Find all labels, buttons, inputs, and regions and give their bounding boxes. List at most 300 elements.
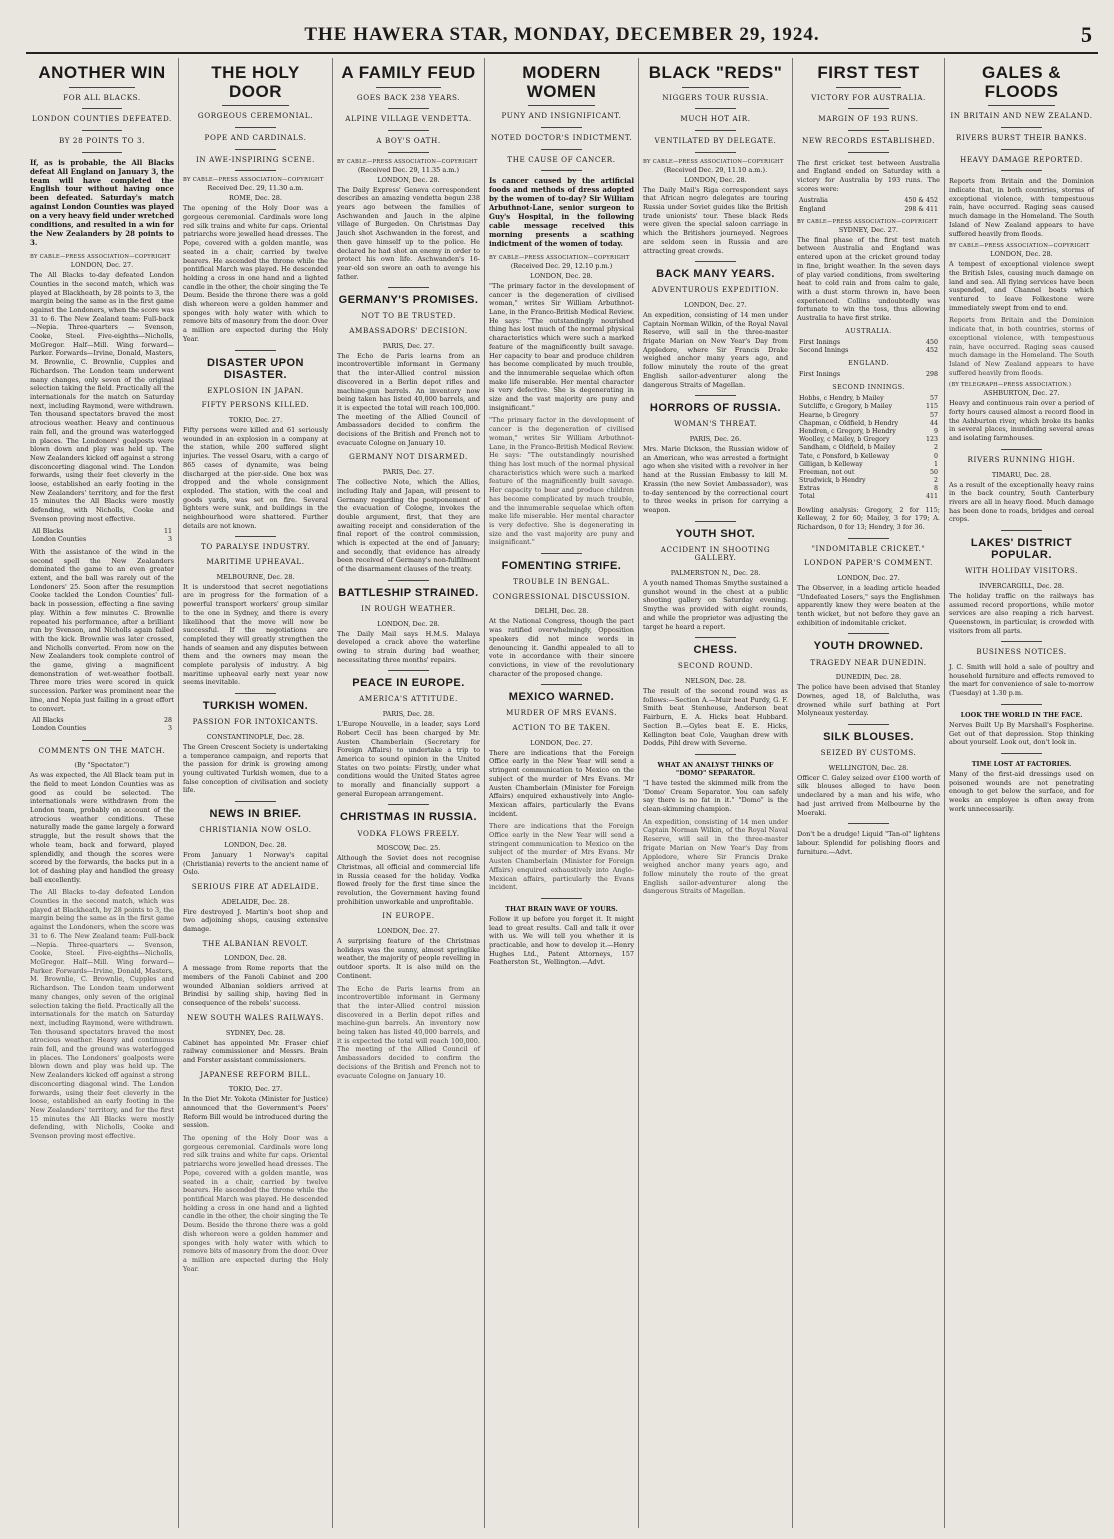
article-body: The All Blacks to-day defeated London Counties in the second match, which was played at Blackheath, by 28 points to 3, the margin being the same as in the first game against the Londoners, when the score was 31 to 6. The New Zealand team: Full-back—Nepia. Three-quarters — Svenson, Cooke, Steel. Five-eighths—Nicholls, McGregor. Half—Mill. Wing forward—Parker. Forwards—Irvine, Donald, Masters, M. Brownlie, C. Brownlie, Cupples and Richardson. The London team underwent many changes, only seven of the original selection taking the field. Practically all the internationals for the match on Saturday next, including Raymond, were withdrawn. Ten thousand spectators braved the most atrocious weather. Heavy and continuous rain fell, and the ground was waterlogged in places. The Londoners' goalposts were blown down and play was held up. The New Zealanders kicked off against a strong disconcerting diagonal wind. The London forwards, using their feet cleverly in the loose, established an early footing in the New Zealanders' territory, and for the first 15 minutes the All Blacks were mostly defending, with Nicholls, Cooke and Svenson proving most effective. — [30, 271, 174, 523]
batsman: Gilligan, b Kelleway — [799, 460, 863, 468]
batting-scorecard — [797, 395, 940, 501]
subheading: FIFTY PERSONS KILLED. — [201, 400, 310, 410]
dateline: PARIS, Dec. 28. — [382, 710, 435, 719]
subheading: ACCIDENT IN SHOOTING GALLERY. — [660, 544, 771, 563]
divider — [235, 127, 276, 128]
subheading: JAPANESE REFORM BILL. — [200, 1069, 311, 1079]
subheading: SEIZED BY CUSTOMS. — [820, 748, 917, 758]
article-body: The police have been advised that Stanley Downes, aged 18, of Balclutha, was drowned while surf bathing at Port Molyneaux yesterday. — [797, 683, 940, 718]
article-body: A surprising feature of the Christmas holidays was the sunny, almost springlike weather, the majority of people revelling in outdoor sports. It is also mild on the Continent. — [337, 937, 480, 980]
advert-body: Many of the first-aid dressings used on poisoned wounds are not penetrating enough to get below the surface, and for weeks an employee is often away from work unnecessarily. — [949, 769, 1094, 813]
article-heading: BACK MANY YEARS. — [656, 268, 775, 281]
article-body: A message from Rome reports that the members of the Fanoli Cabinet and 200 wounded Albanian soldiers arrived at Brindisi by sailing ship, having fled in consequence of the rebels' success. — [183, 964, 328, 1008]
divider — [695, 754, 736, 755]
wire-credit: (BY TELEGRAPH—PRESS ASSOCIATION.) — [949, 382, 1072, 389]
dateline: PARIS, Dec. 26. — [689, 435, 742, 444]
divider — [69, 87, 135, 88]
subheading: IN BRITAIN AND NEW ZEALAND. — [950, 111, 1093, 121]
subheading: TO PARALYSE INDUSTRY. — [200, 542, 310, 552]
wire-credit: BY CABLE—PRESS ASSOCIATION—COPYRIGHT — [337, 158, 478, 165]
dateline: MOSCOW, Dec. 25. — [376, 844, 441, 853]
dateline: LONDON, Dec. 27. — [377, 927, 440, 936]
article-body: Cabinet has appointed Mr. Fraser chief railway commissioner and Messrs. Brain and Forster assistant commissioners. — [183, 1038, 328, 1064]
divider — [1001, 530, 1042, 531]
article-body: The Daily Mail's Riga correspondent says that African negro delegates are touring Russia under Soviet guides like the British trade unionists' tour. These black Reds were given the special saloon carriage in which the Britishers journeyed. Negroes are seldom seen in Russia and are attracting great crowds. — [643, 185, 788, 255]
masthead-title: THE HAWERA STAR, MONDAY, DECEMBER 29, 1924. — [304, 24, 820, 45]
byline: (By "Spectator.") — [74, 761, 130, 770]
column-3 — [332, 58, 484, 1528]
batting-row — [797, 453, 940, 461]
article-body: In the Diet Mr. Yokota (Minister for Justice) announced that the Government's Peers' Reform Bill would be introduced during the session. — [183, 1095, 328, 1130]
dateline: LONDON, Dec. 27. — [70, 261, 134, 270]
divider — [1001, 127, 1042, 128]
article-body: J. C. Smith will hold a sale of poultry and household furniture and effects removed to the mart for convenience of sale to-morrow (Tuesday) at 1.30 p.m. — [949, 663, 1094, 698]
divider — [222, 105, 289, 106]
article-heading: BLACK "REDS" — [648, 63, 783, 82]
dateline: LONDON, Dec. 28. — [530, 271, 593, 280]
subheading: NOT TO BE TRUSTED. — [361, 311, 456, 321]
england-first-innings — [797, 371, 940, 379]
dateline: LONDON, Dec. 27. — [684, 300, 747, 309]
batsman-runs: 1 — [933, 460, 938, 468]
innings-runs: 450 — [925, 338, 938, 346]
subheading: MURDER OF MRS EVANS. — [505, 708, 618, 718]
batsman-runs: 2 — [933, 477, 938, 485]
divider — [388, 670, 428, 671]
divider — [1001, 704, 1042, 705]
divider — [541, 553, 582, 554]
article-heading: BATTLESHIP STRAINED. — [338, 586, 479, 599]
subheading: NIGGERS TOUR RUSSIA. — [662, 92, 769, 102]
team-name: All Blacks — [32, 717, 64, 725]
batsman: Strudwick, b Hendry — [799, 477, 866, 485]
batting-row — [797, 444, 940, 452]
subheading: WOMAN'S THREAT. — [674, 419, 757, 429]
divider — [388, 580, 428, 581]
batting-row — [797, 485, 940, 493]
team-name: London Counties — [32, 725, 87, 733]
innings-label: SECOND INNINGS. — [832, 383, 905, 392]
total-label: Total — [799, 493, 815, 501]
divider — [1001, 753, 1042, 754]
australia-innings — [797, 339, 940, 355]
subheading: PUNY AND INSIGNIFICANT. — [501, 111, 622, 121]
dateline: MELBOURNE, Dec. 28. — [216, 572, 295, 581]
article-body: With the assistance of the wind in the second spell the New Zealanders dominated the game to an even greater extent, and the ball was rarely out of the Londoners' 25. Soon after the resumption Cooke tackled the London Counties' full-back in possession, effecting a fine saving play. Within a few minutes C. Brownlie repeated his performance, after a brilliant run by Svenson, and Nicholls again failed with the kick. Brownlie was later crossed, and Nicholls converted. From now on the New Zealanders took complete control of the game, giving a magnificent demonstration of wet-weather football. Three more tries were scored in quick succession. Parker was prominent near the line, and Nepia just failing in a great effort to convert. — [30, 547, 174, 713]
divider — [541, 149, 582, 150]
subheading: ALPINE VILLAGE VENDETTA. — [345, 114, 472, 124]
column-5 — [638, 58, 792, 1528]
dateline: PARIS, Dec. 27. — [382, 341, 435, 350]
dateline: TIMARU, Dec. 28. — [991, 470, 1052, 479]
dateline: TOKIO, Dec. 27. — [228, 416, 283, 425]
divider — [528, 105, 595, 106]
dateline: SYDNEY, Dec. 27. — [838, 225, 899, 234]
subheading: ACTION TO BE TAKEN. — [512, 723, 611, 733]
team-score: 298 & 411 — [904, 205, 938, 213]
total-runs: 411 — [925, 493, 938, 501]
advert-heading: LOOK THE WORLD IN THE FACE. — [960, 710, 1083, 719]
article-body: The final phase of the first test match between Australia and England was entered upon at the cricket ground today in fine, bright weather. In the seven days of play varied conditions, from sweltering heat to cold rain and from calm to gale, with a dust storm thrown in, have been experienced. Collins undoubtedly was fortunate to win the toss, thus allowing Australia to have first strike. — [797, 235, 940, 323]
batsman-runs: 44 — [929, 419, 938, 427]
batsman: Tate, c Ponsford, b Kelleway — [799, 452, 890, 460]
batsman-runs: 9 — [933, 428, 938, 435]
divider — [235, 536, 276, 537]
innings-row — [797, 339, 940, 347]
divider — [695, 637, 736, 638]
divider — [695, 130, 736, 131]
divider — [82, 740, 122, 741]
dateline: LONDON, Dec. 27. — [837, 573, 900, 582]
article-body: Although the Soviet does not recognise Christmas, all official and commercial life in Russia ceased for the holiday. Vodka flowed freely for the first time since the revolution, the Government having found prohibition unworkable and unprofitable. — [337, 854, 480, 906]
article-heading: FIRST TEST — [817, 63, 920, 82]
subheading: WITH HOLIDAY VISITORS. — [964, 566, 1079, 576]
divider — [541, 170, 582, 171]
dateline: LONDON, Dec. 28. — [377, 175, 440, 184]
divider — [1001, 170, 1042, 171]
article-body: The Daily Express' Geneva correspondent describes an amazing vendetta begun 238 years ago between the families of Aschwanden and Jauch in the alpine village of Burgeden. On Christmas Day Jauch shot Aschwanden in the forest, and then gave himself up to the police. He declared he had shot an enemy in order to protect his own life. Aschwanden's 16-year-old son swore an oath to avenge his father. — [337, 185, 480, 281]
article-heading: MODERN WOMEN — [522, 63, 601, 101]
divider — [682, 87, 749, 88]
subheading: MUCH HOT AIR. — [680, 114, 751, 124]
batsman: Woolley, c Mailey, b Gregory — [799, 436, 890, 444]
subheading: CHRISTIANIA NOW OSLO. — [199, 825, 312, 835]
divider — [388, 108, 428, 109]
article-body: Reports from Britain and the Dominion indicate that, in both countries, storms of exceptional violence, with tempestuous rain, have occurred. Raging seas caused much damage in the Homeland. The South Island of New Zealand appears to have suffered heavily from floods. — [949, 177, 1094, 238]
subheading: CONGRESSIONAL DISCUSSION. — [492, 591, 631, 601]
subheading: GORGEOUS CEREMONIAL. — [197, 111, 314, 121]
summary-row — [797, 206, 940, 214]
subheading: BY 28 POINTS TO 3. — [58, 135, 146, 145]
dateline: CONSTANTINOPLE, Dec. 28. — [206, 732, 305, 741]
dateline: LONDON, Dec. 28. — [224, 840, 287, 849]
wire-credit: BY CABLE—PRESS ASSOCIATION—COPYRIGHT — [30, 254, 171, 261]
subheading: ADVENTUROUS EXPEDITION. — [651, 285, 780, 295]
article-body: Officer C. Galey seized over £100 worth of silk blouses alleged to have been undeclared by a man and his wife, who had just arrived from Melbourne by the Moeraki. — [797, 773, 940, 817]
subheading: PASSION FOR INTOXICANTS. — [192, 717, 319, 727]
batsman-runs: 0 — [933, 452, 938, 460]
batting-row — [797, 469, 940, 477]
dateline: NELSON, Dec. 28. — [684, 676, 747, 685]
subheading: RIVERS BURST THEIR BANKS. — [956, 133, 1087, 143]
divider — [1001, 641, 1042, 642]
batsman: Freeman, not out — [799, 468, 855, 476]
article-body: The Green Crescent Society is undertaking a temperance campaign, and reports that the passion for drink is growing among young cultivated Turkish women, due to a false conception of civilisation and society life. — [183, 742, 328, 795]
batting-row — [797, 403, 940, 411]
advert-body: Don't be a drudge! Liquid "Tan-ol" lightens labour. Splendid for polishing floors and furniture.—Advt. — [797, 830, 940, 856]
received-time: (Received Dec. 29, 11.35 a.m.) — [357, 165, 460, 174]
advert-heading: TIME LOST AT FACTORIES. — [971, 759, 1072, 768]
article-heading: FOMENTING STRIFE. — [501, 560, 622, 573]
divider — [848, 108, 888, 109]
subheading: LONDON PAPER'S COMMENT. — [804, 558, 933, 568]
divider — [541, 127, 582, 128]
subheading: BUSINESS NOTICES. — [976, 647, 1067, 657]
divider — [848, 130, 888, 131]
subheading: IN AWE-INSPIRING SCENE. — [195, 154, 316, 164]
batsman-runs: 2 — [933, 444, 938, 452]
dateline: TOKIO, Dec. 27. — [228, 1085, 283, 1094]
article-body: The first cricket test between Australia and England ended on Saturday with a victory for Australia by 193 runs. The scores were: — [797, 158, 940, 193]
page-number: 5 — [1081, 22, 1092, 47]
dateline: LONDON, Dec. 27. — [530, 738, 593, 747]
article-heading: TURKISH WOMEN. — [202, 700, 309, 713]
batsman: Hendren, c Gregory, b Hendry — [799, 428, 896, 435]
advert-body: Follow it up before you forget it. It might lead to great results. Call and talk it over with us. We will tell you whether it is practicable, and how to develop it.—Henry Hughes Ltd., Patent Attorneys, 157 Featherston St., Wellington.—Advt. — [489, 914, 634, 967]
article-body: A tempest of exceptional violence swept the British Isles, causing much damage on land and sea. All flying services have been suspended, and Channel boats which ventured to leave Folkestone were immediately swept from end to end. — [949, 260, 1094, 312]
column-4 — [484, 58, 638, 1528]
wire-credit: BY CABLE—PRESS ASSOCIATION—COPYRIGHT — [643, 158, 784, 165]
divider — [1001, 149, 1042, 150]
batting-row — [797, 412, 940, 420]
masthead — [26, 22, 1098, 54]
innings-row — [797, 347, 940, 355]
advert-body: "I have tested the skimmed milk from the 'Domo' Cream Separator. You can safely say there is no fat in it." "Domo" is the clean-skimming champion. — [643, 778, 788, 814]
wire-credit: BY CABLE—PRESS ASSOCIATION—COPYRIGHT — [183, 177, 324, 184]
dateline: LONDON, Dec. 28. — [377, 619, 440, 628]
innings-label: First Innings — [799, 371, 841, 379]
subheading: EXPLOSION IN JAPAN. — [207, 385, 304, 395]
divider — [988, 105, 1055, 106]
divider — [695, 395, 736, 396]
dateline: LONDON, Dec. 28. — [224, 954, 287, 963]
divider — [376, 87, 442, 88]
divider — [82, 108, 122, 109]
subheading: TRAGEDY NEAR DUNEDIN. — [810, 657, 927, 667]
article-body: The Observer, in a leading article headed "Undefeated Losers," says the Englishmen apparently knew they were beaten at the tenth wicket, but not before they gave an exhibition of indomitable cricket. — [797, 583, 940, 627]
divider — [695, 521, 736, 522]
article-body: Fifty persons were killed and 61 seriously wounded in an explosion in a company at the station, while 200 suffered slight injuries. The vessel Osaru, with a cargo of 865 cases of dynamite, was being discharged at the pier-side. One box was dropped and the whole consignment exploded. The station, with the coal and goods yards, was set on fire. Several lighters were sunk, and buildings in the neighbourhood were shattered. Further details are not known. — [183, 426, 328, 530]
divider — [836, 87, 902, 88]
score-row — [30, 528, 174, 536]
article-body: An expedition, consisting of 14 men under Captain Norman Wilkin, of the Royal Naval Reserve, will sail in the three-master frigate Marian on New Year's Day from Appledore, where Sir Francis Drake weighed anchor many years ago, and follow minutely the route of the great English sailor-adventurer along the dangerous Straits of Magellan. — [643, 310, 788, 389]
article-intro: If, as is probable, the All Blacks defeat All England on January 3, the team will have completed the English tour without having once been defeated. Saturday's match against London Counties was played on a very heavy field under wretched conditions, and resulted in a win for the New Zealanders by 28 points to 3. — [30, 157, 174, 248]
received-time: Received Dec. 29, 11.30 a.m. — [207, 184, 304, 193]
divider — [695, 108, 736, 109]
subheading: VENTILATED BY DELEGATE. — [654, 135, 777, 145]
batsman: Chapman, c Oldfield, b Hendry — [799, 419, 899, 427]
team-name: Australia — [799, 197, 828, 205]
article-body: The collective Note, which the Allies, including Italy and Japan, will present to Germany regarding the postponement of the evacuation of Cologne, invokes the double argument, first, that they are awaiting receipt and consideration of the final report of the control commission, which is expected at the end of January; and secondly, that evidence has already been received of Germany's non-fulfilment of the disarmament clauses of the treaty. — [337, 478, 480, 574]
batsman: Sutcliffe, c Gregory, b Mailey — [799, 403, 893, 411]
batsman: Extras — [799, 485, 820, 493]
dateline: LONDON, Dec. 28. — [990, 250, 1053, 259]
subheading: VODKA FLOWS FREELY. — [357, 828, 460, 838]
article-body: The holiday traffic on the railways has assumed record proportions, while motor services are also reaping a rich harvest. Queenstown, in particular, is crowded with visitors from all parts. — [949, 591, 1094, 635]
divider — [848, 152, 888, 153]
team-score: 450 & 452 — [904, 197, 938, 205]
article-heading: LAKES' DISTRICT POPULAR. — [970, 537, 1073, 562]
team-label: ENGLAND. — [848, 359, 889, 368]
dateline: LONDON, Dec. 28. — [684, 175, 747, 184]
article-body: It is understood that secret negotiations are in progress for the formation of a powerful transport workers' group similar to the one in Sydney, and there is every likelihood that the move will now be successful. If the negotiations are completed they will greatly strengthen the hands of seamen and any disputes between them and the owners may mean the complete paralysis of industry. A big maritime upheaval early next year now seems inevitable. — [183, 582, 328, 687]
team-points: 3 — [167, 535, 172, 543]
divider — [235, 801, 276, 802]
article-body: From January 1 Norway's capital (Christiania) reverts to the ancient name of Oslo. — [183, 850, 328, 877]
divider — [1001, 449, 1042, 450]
score-table — [30, 528, 174, 544]
article-heading: DISASTER UPON DISASTER. — [207, 356, 304, 381]
article-heading: CHESS. — [693, 644, 738, 657]
received-time: (Received Dec. 29, 11.10 a.m.). — [663, 165, 768, 174]
dateline: DUNEDIN, Dec. 28. — [835, 673, 902, 682]
batting-row — [797, 477, 940, 485]
batsman-runs: 50 — [929, 468, 938, 476]
article-continuation: Reports from Britain and the Dominion indicate that, in both countries, storms of exceptional violence, with tempestuous rain, have occurred. Raging seas caused much damage in the Homeland. The South Island of New Zealand appears to have suffered heavily from floods. — [949, 316, 1094, 377]
article-heading: PEACE IN EUROPE. — [352, 677, 465, 690]
innings-runs: 298 — [925, 371, 938, 379]
divider — [388, 152, 428, 153]
article-heading: GERMANY'S PROMISES. — [338, 294, 479, 307]
divider — [82, 130, 122, 131]
innings-label: Second Innings — [799, 346, 849, 354]
subheading: SERIOUS FIRE AT ADELAIDE. — [191, 881, 320, 891]
divider — [848, 823, 888, 824]
bowling-analysis: Bowling analysis: Gregory, 2 for 115; Kelleway, 2 for 60; Mailey, 3 for 179; A. Richardson, 0 for 13; Hendry, 3 for 36. — [797, 505, 940, 531]
team-name: London Counties — [32, 535, 87, 543]
subheading: AMERICA'S ATTITUDE. — [359, 694, 458, 704]
dateline: ROME, Dec. 28. — [229, 194, 282, 203]
article-heading: CHRISTMAS IN RUSSIA. — [339, 811, 478, 824]
dateline: DELHI, Dec. 28. — [534, 607, 589, 616]
article-body: As a result of the exceptionally heavy rains in the back country, South Canterbury rivers are all in heavy flood. Much damage has been done to roads, bridges and cereal crops. — [949, 480, 1094, 524]
subheading: GOES BACK 238 YEARS. — [356, 92, 461, 102]
article-continuation: An expedition, consisting of 14 men under Captain Norman Wilkin, of the Royal Naval Reserve, will sail in the three-master frigate Marian on New Year's Day from Appledore, where Sir Francis Drake weighed anchor many years ago, and follow minutely the route of the great English sailor-adventurer along the dangerous Straits of Magellan. — [643, 817, 788, 896]
subheading: COMMENTS ON THE MATCH. — [38, 745, 166, 755]
dateline: INVERCARGILL, Dec. 28. — [979, 581, 1064, 590]
article-body: At the National Congress, though the pact was ratified overwhelmingly, Opposition speakers did not mince words in denouncing it. Gandhi appealed to all to vote in accordance with their sincere convictions, in view of the revolutionary character of the proposed change. — [489, 617, 634, 678]
article-heading: MEXICO WARNED. — [508, 691, 615, 704]
batsman: Hobbs, c Hendry, b Mailey — [799, 395, 884, 403]
divider — [848, 538, 888, 539]
dateline: PALMERSTON N., Dec. 28. — [670, 569, 761, 578]
score-row — [30, 536, 174, 544]
innings-runs: 452 — [925, 346, 938, 354]
article-body: A youth named Thomas Smythe sustained a gunshot wound in the chest at a public shooting gallery on Saturday evening. Smythe was provided with eight rounds, and while the proprietor was adjusting the target he heard a report. — [643, 579, 788, 631]
article-heading: SILK BLOUSES. — [823, 731, 914, 743]
wire-credit: BY CABLE—PRESS ASSOCIATION—COPYRIGHT — [949, 243, 1090, 250]
team-points: 11 — [163, 527, 172, 535]
team-name: All Blacks — [32, 527, 64, 535]
article-heading: YOUTH DROWNED. — [813, 640, 924, 653]
article-heading: YOUTH SHOT. — [675, 527, 756, 540]
article-continuation: The opening of the Holy Door was a gorgeous ceremonial. Cardinals wore long red silk trains and white fur caps. Oriental patriarchs wore jewelled head dresses. The Pope, covered with a golden mantle, was seated in a chair, carried by twelve bearers. He ascended the throne while the pontifical March was played. He descended holding a cross in one hand and a lighted candle in the other, the choir singing the Te Deum. Beside the throne there was a gold dish whereon were a golden hammer and sponges with holy water with which to remove bits of masonry from the door. Over a million are expected during the Holy Year. — [183, 1134, 328, 1273]
column-2 — [178, 58, 332, 1528]
article-body: The opening of the Holy Door was a gorgeous ceremonial. Cardinals wore long red silk trains and white fur caps. Oriental patriarchs wore jewelled head dresses. The Pope, covered with a golden mantle, was seated in a chair, carried by twelve bearers. He ascended the throne while the pontifical March was played. He descended holding a cross in one hand and a lighted candle in the other, the choir singing the Te Deum. Beside the throne there was a gold dish whereon were a golden hammer and sponges with holy water with which to remove bits of masonry from the door. Over a million are expected during the Holy Year. — [183, 204, 328, 343]
subheading: VICTORY FOR AUSTRALIA. — [811, 92, 926, 102]
dateline: PARIS, Dec. 27. — [382, 468, 435, 477]
divider — [235, 693, 276, 694]
article-body: Mrs. Marie Dickson, the Russian widow of an American, who was arrested a fortnight ago when she visited with a revolver in her hand at the Russian Embassy to kill M. Krassin (the new Soviet Ambassador), was to-day sentenced by the correctional court to three weeks in prison for carrying a weapon. — [643, 445, 788, 514]
divider — [695, 261, 736, 262]
subheading: GERMANY NOT DISARMED. — [349, 452, 468, 462]
divider — [388, 130, 428, 131]
team-label: AUSTRALIA. — [845, 326, 892, 335]
subheading: MARGIN OF 193 RUNS. — [818, 114, 919, 124]
batsman-runs: 123 — [925, 436, 938, 444]
article-body: As was expected, the All Black team put in the field to meet London Counties was as good as could be selected. The internationals were withdrawn from the London team, probably on account of the atrocious weather conditions. These naturally made the game largely a forward struggle, but the result shows that the whole team, back and forward, played splendidly, and though the scores were scored by the forwards, the backs put in a lot of dashing play and handled the greasy ball excellently. — [30, 771, 174, 884]
divider — [388, 287, 428, 288]
article-body: "The primary factor in the development of cancer is the degeneration of civilised woman," writes Sir William Arbuthnot-Lane, in the Franco-British Medical Review. He says: "The outstandingly nourished thing has lost much of the normal physical characteristics which were such a marked feature of the magnificently built savage. Her capacity to bear and produce children has become complicated by much trouble, and the innumerable sequelae which often make life miserable. Her mental character is very defective. She is degenerating in size and the vast majority are puny and insignificant." — [489, 281, 634, 412]
divider — [235, 149, 276, 150]
summary-table — [797, 197, 940, 213]
subheading: TROUBLE IN BENGAL. — [513, 577, 610, 587]
article-continuation: The All Blacks to-day defeated London Counties in the second match, which was played at Blackheath, by 28 points to 3, the margin being the same as in the first game against the Londoners, when the score was 31 to 6. The New Zealand team: Full-back—Nepia. Three-quarters — Svenson, Cooke, Steel. Five-eighths—Nicholls, McGregor. Half—Mill. Wing forward—Parker. Forwards—Irvine, Donald, Masters, M. Brownlie, C. Brownlie, Cupples and Richardson. The London team underwent many changes, only seven of the original selection taking the field. Practically all the internationals for the match on Saturday next, including Raymond, were withdrawn. Ten thousand spectators braved the most atrocious weather. Heavy and continuous rain fell, and the ground was waterlogged in places. The Londoners' goalposts were blown down and play was held up. The New Zealanders kicked off against a strong disconcerting diagonal wind. The London forwards, using their feet cleverly in the loose, established an early footing in the New Zealanders' territory, and for the first 15 minutes the All Blacks were mostly defending, with Nicholls, Cooke and Svenson proving most effective. — [30, 888, 174, 1141]
dateline: WELLINGTON, Dec. 28. — [828, 763, 909, 772]
batting-row — [797, 395, 940, 403]
subheading: RIVERS RUNNING HIGH. — [967, 454, 1076, 464]
summary-row — [797, 197, 940, 205]
article-body: L'Europe Nouvelle, in a leader, says Lord Robert Cecil has been charged by Mr. Austen Chamberlain (Secretary for Foreign Affairs) to undertake a trip to America to sound opinion in the United States on two points: Firstly, under what conditions would the United States agree to morally and financially support a general European arrangement. — [337, 720, 480, 798]
article-heading: HORRORS OF RUSSIA. — [649, 402, 782, 415]
batting-row — [797, 420, 940, 428]
divider — [82, 152, 122, 153]
advert-heading: THAT BRAIN WAVE OF YOURS. — [505, 904, 618, 913]
article-heading: NEWS IN BRIEF. — [209, 808, 302, 821]
batsman-runs: 8 — [933, 485, 938, 493]
subheading: THE ALBANIAN REVOLT. — [202, 938, 309, 948]
article-heading: GALES & FLOODS — [981, 63, 1062, 101]
team-points: 28 — [163, 717, 172, 725]
article-body: The result of the second round was as follows:—Section A.—Muir beat Purdy, G. F. Smith beat Stenhouse, Anderson beat Fairburn, E. A. Hicks beat Hubbard. Section B.—Gyles beat E. E. Hicks, Kellington beat Cole, Vaughan drew with Dodds, Pihl drew with Severne. — [643, 686, 788, 748]
final-score-table — [30, 717, 174, 733]
divider — [541, 898, 582, 899]
dateline: SYDNEY, Dec. 28. — [225, 1028, 286, 1037]
innings-row — [797, 371, 940, 379]
article-body: Fire destroyed J. Martin's boot shop and two adjoining shops, causing extensive damage. — [183, 907, 328, 934]
article-continuation: There are indications that the Foreign Office early in the New Year will send a stringent communication to Mexico on the subject of the murder of Mrs Evans. Mr Austen Chamberlain (Minister for Foreign Affairs) enquired exhaustively into Anglo-Mexican affairs, particularly the Evans incident. — [489, 822, 634, 892]
subheading: AMBASSADORS' DECISION. — [349, 326, 468, 336]
team-points: 3 — [167, 725, 172, 733]
batting-row — [797, 436, 940, 444]
divider — [388, 804, 428, 805]
score-row — [30, 717, 174, 725]
subheading: THE CAUSE OF CANCER. — [507, 154, 616, 164]
subheading: MARITIME UPHEAVAL. — [206, 557, 305, 567]
advert-body: Nerves Built Up By Marshall's Fospherine. Get out of that depression. Stop thinking about yourself. Look out, don't look in. — [949, 720, 1094, 747]
batsman: Sandham, c Oldfield, b Mailey — [799, 444, 896, 452]
divider — [848, 724, 888, 725]
innings-label: First Innings — [799, 338, 841, 346]
divider — [695, 152, 736, 153]
divider — [235, 170, 276, 171]
subheading: A BOY'S OATH. — [376, 135, 441, 145]
divider — [235, 350, 276, 351]
article-body: Heavy and continuous rain over a period of forty hours caused almost a record flood in the Ashburton river, which broke its banks in several places, inundating several areas and isolating farmhouses. — [949, 399, 1094, 443]
wire-credit: BY CABLE—PRESS ASSOCIATION—COPYRIGHT — [797, 218, 938, 225]
dateline: ASHBURTON, Dec. 27. — [983, 389, 1060, 398]
article-body: There are indications that the Foreign Office early in the New Year will send a stringent communication to Mexico on the subject of the murder of Mrs Evans. Mr Austen Chamberlain (Minister for Foreign Affairs) enquired exhaustively into Anglo-Mexican affairs, particularly the Evans incident. — [489, 748, 634, 818]
article-body: The Echo de Paris learns from an incontrovertible informant in Germany that the inter-Allied control mission discovered in a Berlin depot rifles and machine-gun barrels. An inventory now being taken has listed 40,000 barrels, and it is expected the total will reach 100,000. The meeting of the Allied Council of Ambassadors decided to confirm the decisions of the British and French not to evacuate Cologne on January 10. — [337, 351, 480, 447]
column-1 — [26, 58, 178, 1528]
batsman-runs: 57 — [929, 411, 938, 419]
subheading: SECOND ROUND. — [677, 661, 754, 671]
total-row — [797, 493, 940, 501]
received-time: (Received Dec. 29, 12.10 p.m.) — [510, 261, 613, 270]
score-row — [30, 725, 174, 733]
article-intro: Is cancer caused by the artificial foods and methods of dress adopted by the women of to-day? Sir William Arbuthnot-Lane, senior surgeon to Guy's Hospital, in the following cable message received this morning presents a scathing indictment of the women of today. — [489, 176, 634, 248]
batsman-runs: 57 — [929, 395, 938, 403]
article-heading: A FAMILY FEUD — [341, 63, 476, 82]
column-6 — [792, 58, 944, 1528]
column-7 — [944, 58, 1098, 1528]
advert-heading: WHAT AN ANALYST THINKS OF "DOMO" SEPARATOR. — [657, 760, 774, 777]
batsman: Hearne, b Gregory — [799, 411, 859, 419]
subheading: POPE AND CARDINALS. — [204, 133, 307, 143]
team-name: England — [799, 205, 826, 213]
article-continuation: The Echo de Paris learns from an incontrovertible informant in Germany that the inter-Allied control mission discovered in a Berlin depot rifles and machine-gun barrels. An inventory now being taken has listed 40,000 barrels, and it is expected the total will reach 100,000. The meeting of the Allied Council of Ambassadors decided to confirm the decisions of the British and French not to evacuate Cologne on January 10. — [337, 984, 480, 1080]
article-continuation: "The primary factor in the development of cancer is the degeneration of civilised woman," writes Sir William Arbuthnot-Lane, in the Franco-British Medical Review. He says: "The outstandingly nourished thing has lost much of the normal physical characteristics which were such a marked feature of the magnificently built savage. Her capacity to bear and produce children has become complicated by much trouble, and the innumerable sequelae which often make life miserable. Her mental character is very defective. She is degenerating in size and the vast majority are puny and insignificant." — [489, 416, 634, 547]
